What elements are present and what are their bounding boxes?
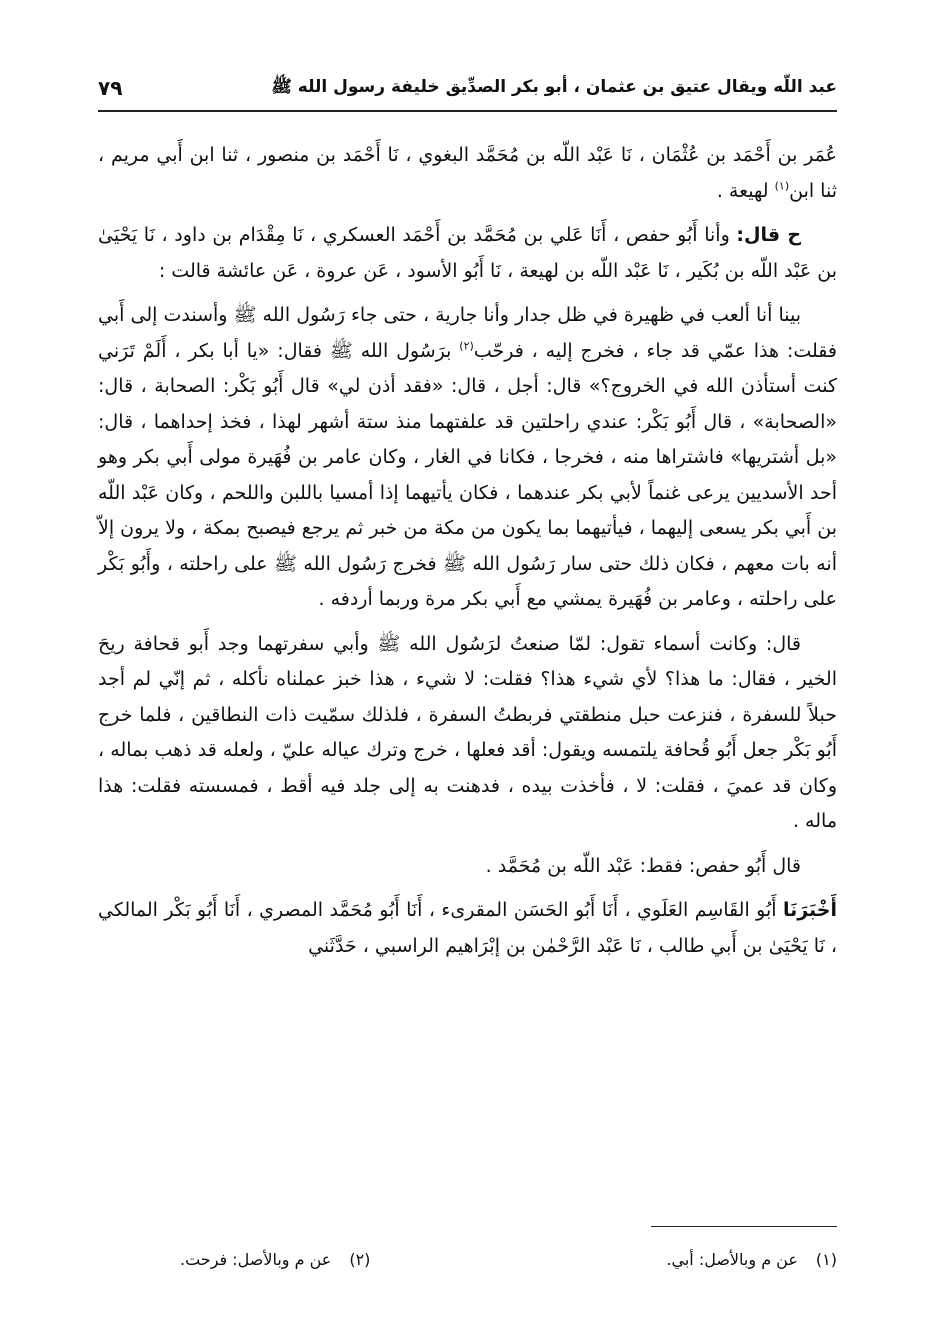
footnotes (180, 1250, 837, 1269)
paragraph-lead: ح قال: (736, 224, 802, 246)
footnote-ref: (٢) (459, 339, 474, 353)
footnote-ref: (١) (774, 179, 790, 193)
paragraph-text: قال: وكانت أسماء تقول: لمّا صنعتُ لرَسُول الله ﷺ وأبي سفرتهما وجد أَبو قحافة ريحَ الخير ، فقال: ما هذا؟ لأي شيء هذا؟ فقلت: لا شيء ، هذا خبز عملناه نأكله ، ثم إنّي لم أجد حبلاً للسفرة ، فنزعت حبل منطقتي فربطتُ السفرة ، فلذلك سمّيت ذات النطاقين ، فلما خرج أَبُو بَكْر جعل أَبُو قُحافة يلتمسه ويقول: أقد فعلها ، خرج وترك عياله عليّ ، ولعله قد ذهب بماله ، وكان قد عميَ ، فقلت: لا ، فأخذت بيده ، فدهنت به إلى جلد فيه أقط ، فمسسته فقلت: هذا ماله . (98, 632, 837, 832)
paragraph (98, 298, 837, 618)
paragraph-text: وأنا أَبُو حفص ، أَنَا عَلي بن مُحَمَّد بن أَحْمَد العسكري ، نَا مِقْدَام بن داود ، نَا يَحْيَىٰ بن عَبْد اللّه بن بُكَير ، نَا عَبْد اللّه بن لهيعة ، نَا أَبُو الأسود ، عَن عروة ، عَن عائشة قالت : (98, 224, 837, 282)
running-title: عبد اللّه ويقال عتيق بن عثمان ، أبو بكر الصدِّيق خليفة رسول الله ﷺ (271, 76, 837, 97)
footnote-divider (651, 1226, 837, 1227)
paragraph-text: قال أَبُو حفص: فقط: عَبْد اللّه بن مُحَمَّد . (485, 854, 801, 877)
paragraph (98, 138, 837, 209)
paragraph-text: أَبُو القَاسِم العَلَوي ، أَنَا أَبُو الحَسَن المقرىء ، أَنَا أَبُو مُحَمَّد المصري ، أَنَا أَبُو بَكْر المالكي ، نَا يَحْيَىٰ بن أَبي طالب ، نَا عَبْد الرَّحْمٰن بن إبْرَاهيم الراسبي ، حَدَّثَني (98, 899, 837, 957)
footnote-text: عن م وبالأصل: فرحت. (180, 1250, 332, 1269)
paragraph (98, 218, 837, 289)
footnote (666, 1250, 837, 1269)
footnote-text: عن م وبالأصل: أبي. (666, 1250, 798, 1269)
paragraph-text-after: لهيعة . (716, 179, 775, 202)
header-divider (98, 110, 837, 112)
footnote-number: (٢) (349, 1250, 371, 1269)
paragraph-lead: أَخْبَرَنَا (782, 899, 837, 921)
paragraph-text: بينا أنا ألعب في ظهيرة في ظل جدار وأنا جارية ، حتى جاء رَسُول الله ﷺ وأسندت إلى أَبي فقلت: هذا عمّي قد جاء ، فخرج إليه ، فرحّب (98, 304, 837, 362)
paragraph-text-after: برَسُول الله ﷺ فقال: «يا أبا بكر ، أَلَمْ تَرَني كنت أستأذن الله في الخروج؟» قال: أجل ، قال: «فقد أذن لي» قال أَبُو بَكْر: الصحابة ، قال: «الصحابة» ، قال أَبُو بَكْر: عندي راحلتين قد علفتهما منذ ستة أشهر لهذا ، فخذ إحداهما ، قال: «بل أشتريها» فاشتراها منه ، فخرجا ، فكانا في الغار ، وكان عامر بن فُهَيرة مولى أَبي بكر وهو أحد الأسديين يرعى غنماً لأبي بكر عندهما ، فكان يأتيهما إذا أمسيا باللبن واللحم ، وكان عَبْد اللّه بن أَبي بكر يسعى إليهما ، فيأتيهما بما يكون من مكة من خبر ثم يرجع فيصبح بمكة ، ولا يرون إلاّ أنه بات معهم ، فكان ذلك حتى سار رَسُول الله ﷺ فخرج رَسُول الله ﷺ على راحلته ، وأَبُو بَكْر على راحلته ، وعامر بن فُهَيرة يمشي مع أَبي بكر مرة وربما أردفه . (98, 339, 837, 610)
footnote (180, 1250, 370, 1269)
paragraph (98, 893, 837, 964)
running-header (98, 74, 837, 102)
page-number: ٧٩ (98, 76, 123, 100)
paragraph-text: عُمَر بن أَحْمَد بن عُثْمَان ، نَا عَبْد اللّه بن مُحَمَّد البغوي ، نَا أَحْمَد بن منصور ، ثنا ابن أَبي مريم ، ثنا ابن (98, 144, 837, 202)
main-text (98, 138, 837, 973)
paragraph (98, 849, 837, 885)
footnote-number: (١) (815, 1250, 837, 1269)
paragraph (98, 627, 837, 840)
